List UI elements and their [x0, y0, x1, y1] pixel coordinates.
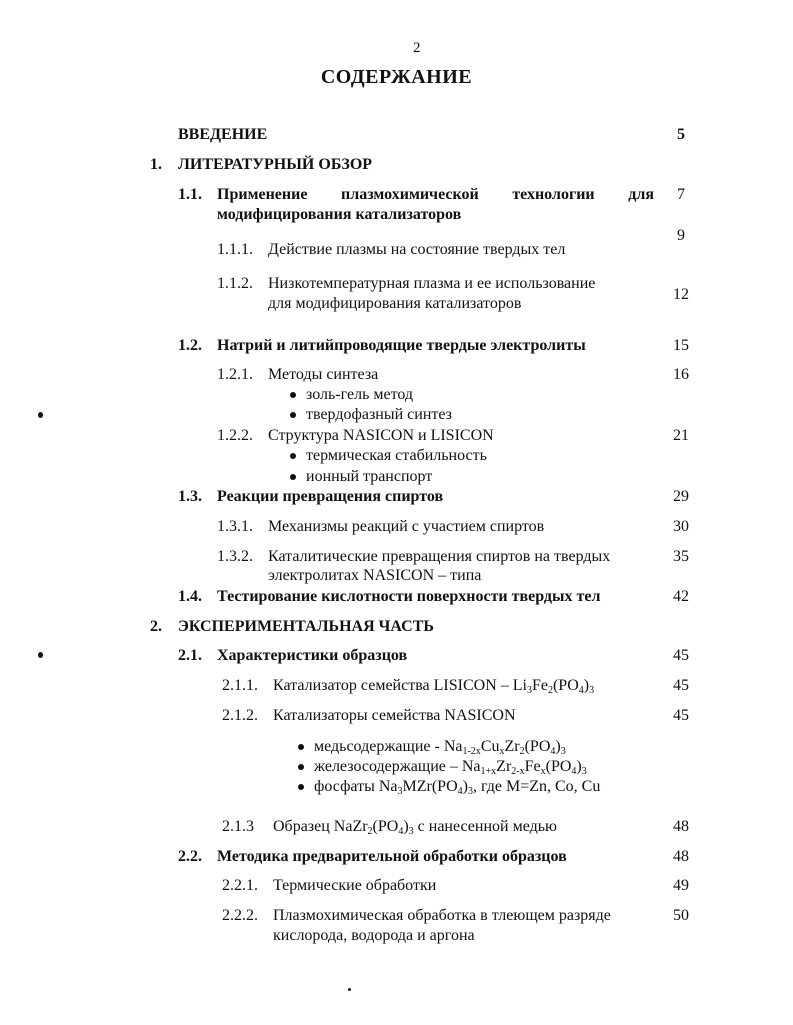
toc-s2-2-label: Методика предварительной обработки образцов: [217, 848, 567, 865]
toc-s1-2-page: 15: [673, 337, 689, 354]
toc-s1-1-1-num: 1.1.1.: [217, 241, 253, 258]
formula: $Na_{1+x}Zr_{2-x}Fe_x(PO_4)_3$: [461, 758, 587, 777]
toc-s2-2-page: 48: [673, 848, 689, 865]
bullet-icon: [298, 784, 304, 790]
formula: $Na_3MZr(PO_4)_3$: [378, 778, 473, 797]
toc-s2-1-3-page: 48: [673, 818, 689, 835]
toc-s1-3-num: 1.3.: [178, 488, 202, 505]
bullet-icon: [290, 474, 296, 480]
toc-s2-1-1-page: 45: [673, 677, 689, 694]
toc-s1-1-2-page: 12: [673, 286, 689, 303]
toc-s1-2-2-page: 21: [673, 427, 689, 444]
formula: $NaZr_2(PO_4)_3$: [333, 818, 414, 837]
toc-s1-1-page: 7: [677, 186, 685, 203]
scan-speck: [38, 652, 43, 658]
toc-s2-1-3-label: Образец $NaZr_2(PO_4)_3$ с нанесенной медью: [273, 818, 557, 837]
toc-s1-3-1-num: 1.3.1.: [217, 518, 253, 535]
toc-s1-2-1-page: 16: [673, 366, 689, 383]
bullet-icon: [298, 764, 304, 770]
toc-s1-2-2-num: 1.2.2.: [217, 427, 253, 444]
toc-s1-4-num: 1.4.: [178, 588, 202, 605]
toc-s2-1-label: Характеристики образцов: [217, 647, 408, 664]
toc-s2-1-page: 45: [673, 647, 689, 664]
bullet-icon: [290, 392, 296, 398]
toc-s2-2-1-page: 49: [673, 877, 689, 894]
toc-s1-2-1-num: 1.2.1.: [217, 366, 253, 383]
toc-s2-1-1-num: 2.1.1.: [222, 677, 258, 694]
toc-s1-3-2-num: 1.3.2.: [217, 548, 253, 565]
toc-s1-3-2-page: 35: [673, 548, 689, 565]
toc-s2-1-num: 2.1.: [178, 647, 202, 664]
toc-s1-1-1-page: 9: [677, 227, 685, 244]
toc-s1-4-label: Тестирование кислотности поверхности твердых тел: [217, 588, 601, 605]
toc-s1-3-2-line1: Каталитические превращения спиртов на твердых: [268, 548, 611, 565]
toc-s1-1-2-line1: Низкотемпературная плазма и ее использование: [268, 275, 596, 292]
toc-s2-2-2-page: 50: [673, 907, 689, 924]
toc-s2-1-2-label: Катализаторы семейства NASICON: [273, 707, 516, 724]
toc-s1-3-page: 29: [673, 488, 689, 505]
list-item: термическая стабильность: [290, 446, 487, 466]
toc-s2-2-num: 2.2.: [178, 848, 202, 865]
toc-s2-1-2-num: 2.1.2.: [222, 707, 258, 724]
toc-s1-2-label: Натрий и литийпроводящие твердые электролиты: [217, 337, 586, 354]
list-item: фосфаты $Na_3MZr(PO_4)_3$, где M=Zn, Co, Cu: [298, 777, 600, 797]
toc-s2-2-1-num: 2.2.1.: [222, 877, 258, 894]
bullet-icon: [298, 744, 304, 750]
toc-s2-1-1-label: Катализатор семейства LISICON – $Li_3Fe_2(PO_4)_3$: [273, 677, 595, 696]
page-title: СОДЕРЖАНИЕ: [320, 66, 473, 88]
toc-s1-label: ЛИТЕРАТУРНЫЙ ОБЗОР: [178, 156, 373, 173]
list-item: медьсодержащие - $Na_{1-2x}Cu_xZr_2(PO_4)_3$: [298, 737, 566, 757]
toc-s1-1-line1: Применение плазмохимической технологии для: [217, 186, 654, 203]
scan-speck: [38, 412, 43, 418]
toc-s2-1-3-num: 2.1.3: [222, 818, 254, 835]
page-number: 2: [413, 40, 421, 56]
list-item: ионный транспорт: [290, 467, 432, 487]
toc-s1-3-2-line2: электролитах NASICON – типа: [268, 567, 482, 584]
toc-s1-1-2-num: 1.1.2.: [217, 275, 253, 292]
toc-s1-1-line2: модифицирования катализаторов: [217, 206, 462, 223]
toc-s2-1-2-page: 45: [673, 707, 689, 724]
toc-intro-label: ВВЕДЕНИЕ: [178, 126, 268, 143]
list-item: железосодержащие – $Na_{1+x}Zr_{2-x}Fe_x(PO_4)_3$: [298, 757, 587, 777]
formula: $Li_3Fe_2(PO_4)_3$: [512, 677, 595, 696]
toc-s2-label: ЭКСПЕРИМЕНТАЛЬНАЯ ЧАСТЬ: [178, 618, 434, 635]
toc-s1-2-2-label: Структура NASICON и LISICON: [268, 427, 494, 444]
toc-s2-2-2-line2: кислорода, водорода и аргона: [273, 927, 475, 944]
toc-s1-1-1-label: Действие плазмы на состояние твердых тел: [268, 241, 566, 258]
toc-s2-num: 2.: [150, 618, 162, 635]
toc-s1-2-num: 1.2.: [178, 337, 202, 354]
toc-s2-2-2-line1: Плазмохимическая обработка в тлеющем разряде: [273, 907, 611, 924]
bullet-icon: [290, 453, 296, 459]
toc-s1-1-num: 1.1.: [178, 186, 202, 203]
toc-intro-page: 5: [677, 126, 685, 143]
bullet-icon: [290, 412, 296, 418]
toc-s1-1-2-line2: для модифицирования катализаторов: [268, 295, 522, 312]
toc-s1-num: 1.: [150, 156, 162, 173]
list-item: золь-гель метод: [290, 385, 413, 405]
toc-s1-3-1-page: 30: [673, 518, 689, 535]
toc-s1-3-1-label: Механизмы реакций с участием спиртов: [268, 518, 545, 535]
toc-s2-2-1-label: Термические обработки: [273, 877, 437, 894]
list-item: твердофазный синтез: [290, 405, 452, 425]
toc-s1-4-page: 42: [673, 588, 689, 605]
toc-s2-2-2-num: 2.2.2.: [222, 907, 258, 924]
scan-speck: [348, 988, 351, 991]
formula: $Na_{1-2x}Cu_xZr_2(PO_4)_3$: [443, 738, 566, 757]
toc-s1-3-label: Реакции превращения спиртов: [217, 488, 444, 505]
toc-s1-2-1-label: Методы синтеза: [268, 366, 379, 383]
